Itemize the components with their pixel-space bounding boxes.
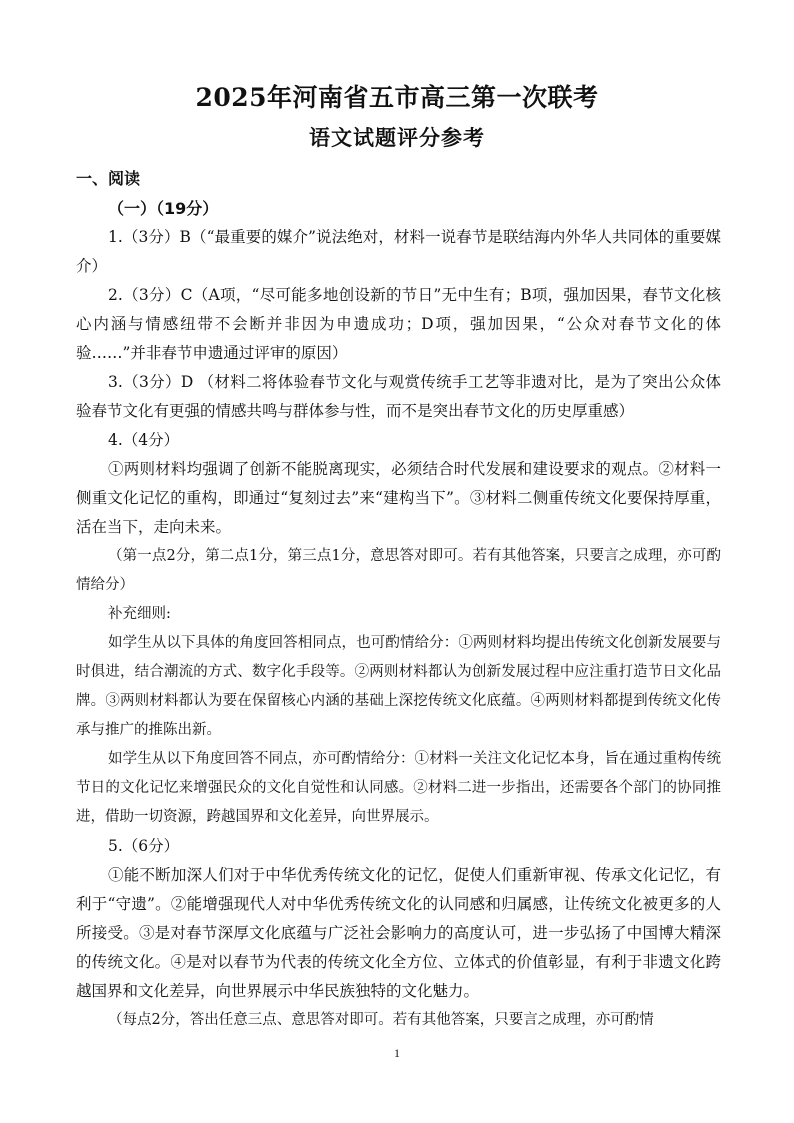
answer-q1: 1.（3分）B（“最重要的媒介”说法绝对，材料一说春节是联结海内外华人共同体的重要媒介） xyxy=(76,228,721,275)
subsection-heading: （一）（19分） xyxy=(108,199,219,218)
answer-q3: 3.（3分）D （材料二将体验春节文化与观赏传统手工艺等非遗对比，是为了突出公众体验春节文化有更强的情感共鸣与群体参与性，而不是突出春节文化的历史厚重感） xyxy=(76,373,721,420)
answer-q4-scoring: （第一点2分，第二点1分，第三点1分，意思答对即可。若有其他答案，只要言之成理，亦可酌情给分） xyxy=(76,548,721,593)
section-heading: 一、阅读 xyxy=(76,169,141,188)
question-5-heading: 5.（6分） xyxy=(108,837,180,855)
supplementary-rules-heading: 补充细则: xyxy=(108,606,171,622)
supplementary-rule-2: 如学生从以下角度回答不同点，亦可酌情给分：①材料一关注文化记忆本身，旨在通过重构传统节日的文化记忆来增强民众的文化自觉性和认同感。②材料二进一步指出，还需要各个部门的协同推进，借助一切资源，跨越国界和文化差异，向世界展示。 xyxy=(76,751,721,825)
document-subtitle: 语文试题评分参考 xyxy=(309,125,485,150)
question-4-heading: 4.（4分） xyxy=(108,431,180,449)
answer-content xyxy=(76,223,721,1035)
answer-q5-body: ①能不断加深人们对于中华优秀传统文化的记忆，促使人们重新审视、传承文化记忆，有利于“守遗”。②能增强现代人对中华优秀传统文化的认同感和归属感，让传统文化被更多的人所接受。③是对春节深厚文化底蕴与广泛社会影响力的高度认可，进一步弘扬了中国博大精深的传统文化。④是对以春节为代表的传统文化全方位、立体式的价值彰显，有利于非遗文化跨越国界和文化差异，向世界展示中华民族独特的文化魅力。 xyxy=(76,866,721,1000)
answer-q2: 2.（3分）C（A项，“尽可能多地创设新的节日”无中生有；B项，强加因果，春节文化核心内涵与情感纽带不会断并非因为申遗成功；D项，强加因果，“公众对春节文化的体验……”并非春节申遗通过评审的原因） xyxy=(76,286,721,362)
supplementary-rule-1: 如学生从以下具体的角度回答相同点，也可酌情给分：①两则材料均提出传统文化创新发展要与时俱进，结合潮流的方式、数字化手段等。②两则材料都认为创新发展过程中应注重打造节日文化品牌。③两则材料都认为要在保留核心内涵的基础上深挖传统文化底蕴。④两则材料都提到传统文化传承与推广的推陈出新。 xyxy=(76,635,721,738)
answer-q4-body: ①两则材料均强调了创新不能脱离现实，必须结合时代发展和建设要求的观点。②材料一侧重文化记忆的重构，即通过“复刻过去”来“建构当下”。③材料二侧重传统文化要保持厚重，活在当下，走向未来。 xyxy=(76,460,721,536)
answer-q5-scoring: （每点2分，答出任意三点、意思答对即可。若有其他答案，只要言之成理，亦可酌情 xyxy=(108,1012,654,1028)
document-title: 2025年河南省五市高三第一次联考 xyxy=(195,83,599,112)
page-number: 1 xyxy=(394,1046,400,1060)
